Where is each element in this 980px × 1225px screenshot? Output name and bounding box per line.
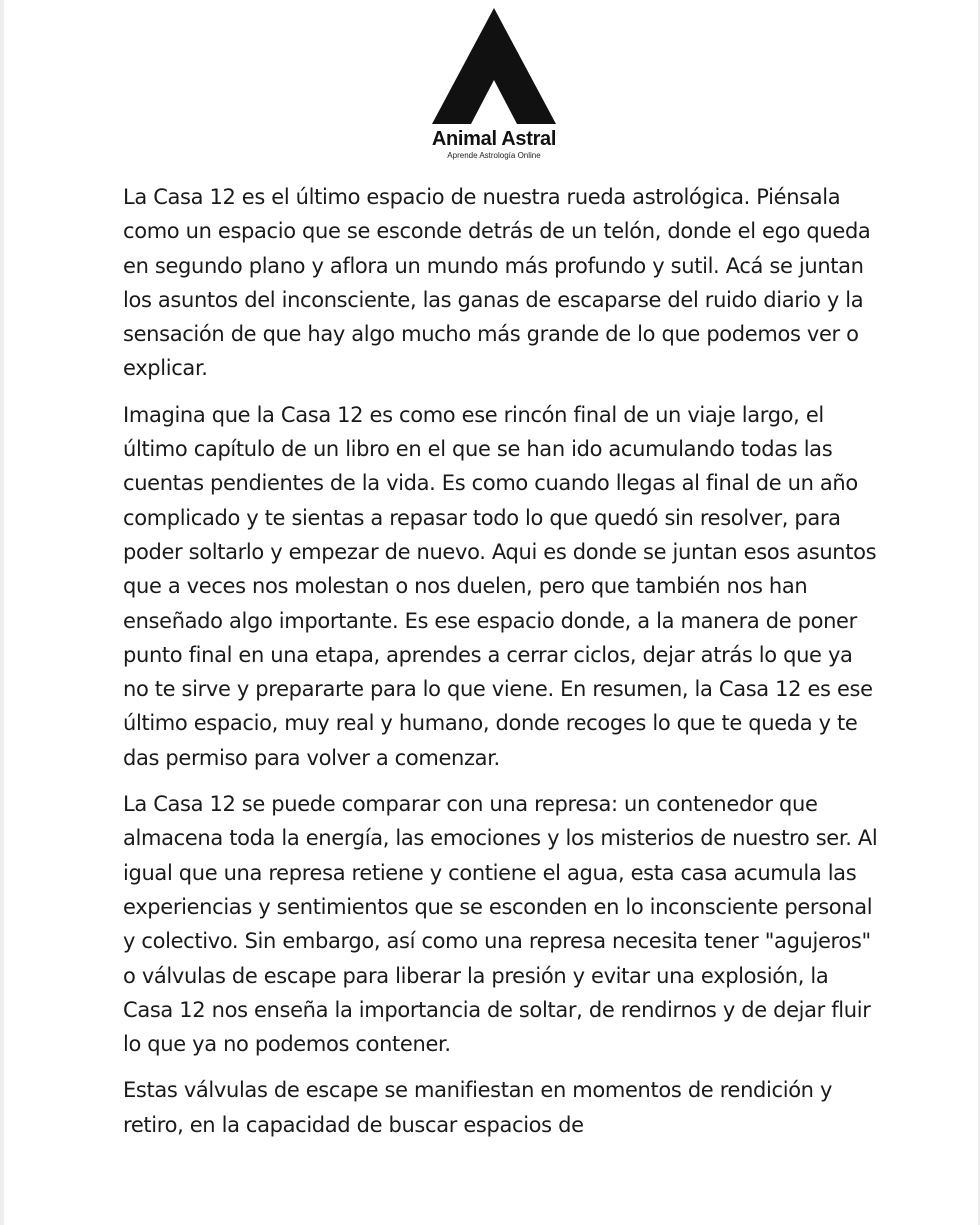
paragraph: Imagina que la Casa 12 es como ese rincón final de un viaje largo, el último capítulo de un libro en el que se han ido acumulando todas las cuentas pendientes de la vida. Es como cuando llegas al final de un año complicado y te sientas a repasar todo lo que quedó sin resolver, para poder soltarlo y empezar de nuevo. Aqui es donde se juntan esos asuntos que a veces nos molestan o nos duelen, pero que también nos han enseñado algo importante. Es ese espacio donde, a la manera de poner punto final en una etapa, aprendes a cerrar ciclos, dejar atrás lo que ya no te sirve y prepararte para lo que viene. En resumen, la Casa 12 es ese último espacio, muy real y humano, donde recoges lo que te queda y te das permiso para volver a comenzar. [123, 402, 877, 770]
paragraph: Estas válvulas de escape se manifiestan en momentos de rendición y retiro, en la capacidad de buscar espacios de [123, 1078, 833, 1137]
article-body [123, 180, 883, 1154]
paragraph: La Casa 12 es el último espacio de nuestra rueda astrológica. Piénsala como un espacio que se esconde detrás de un telón, donde el ego queda en segundo plano y aflora un mundo más profundo y sutil. Acá se juntan los asuntos del inconsciente, las ganas de escaparse del ruido diario y la sensación de que hay algo mucho más grande de lo que podemos ver o explicar. [123, 185, 871, 381]
paragraph: La Casa 12 se puede comparar con una represa: un contenedor que almacena toda la energía, las emociones y los misterios de nuestro ser. Al igual que una represa retiene y contiene el agua, esta casa acumula las experiencias y sentimientos que se esconden en lo inconsciente personal y colectivo. Sin embargo, así como una represa necesita tener "agujeros" o válvulas de escape para liberar la presión y evitar una explosión, la Casa 12 nos enseña la importancia de soltar, de rendirnos y de dejar fluir lo que ya no podemos contener. [123, 792, 878, 1057]
logo-tagline: Aprende Astrología Online [447, 151, 541, 160]
document-page [4, 0, 978, 1225]
animal-astral-logo [422, 6, 566, 160]
triangle-logo-icon [422, 6, 566, 128]
logo-title: Animal Astral [431, 128, 557, 150]
